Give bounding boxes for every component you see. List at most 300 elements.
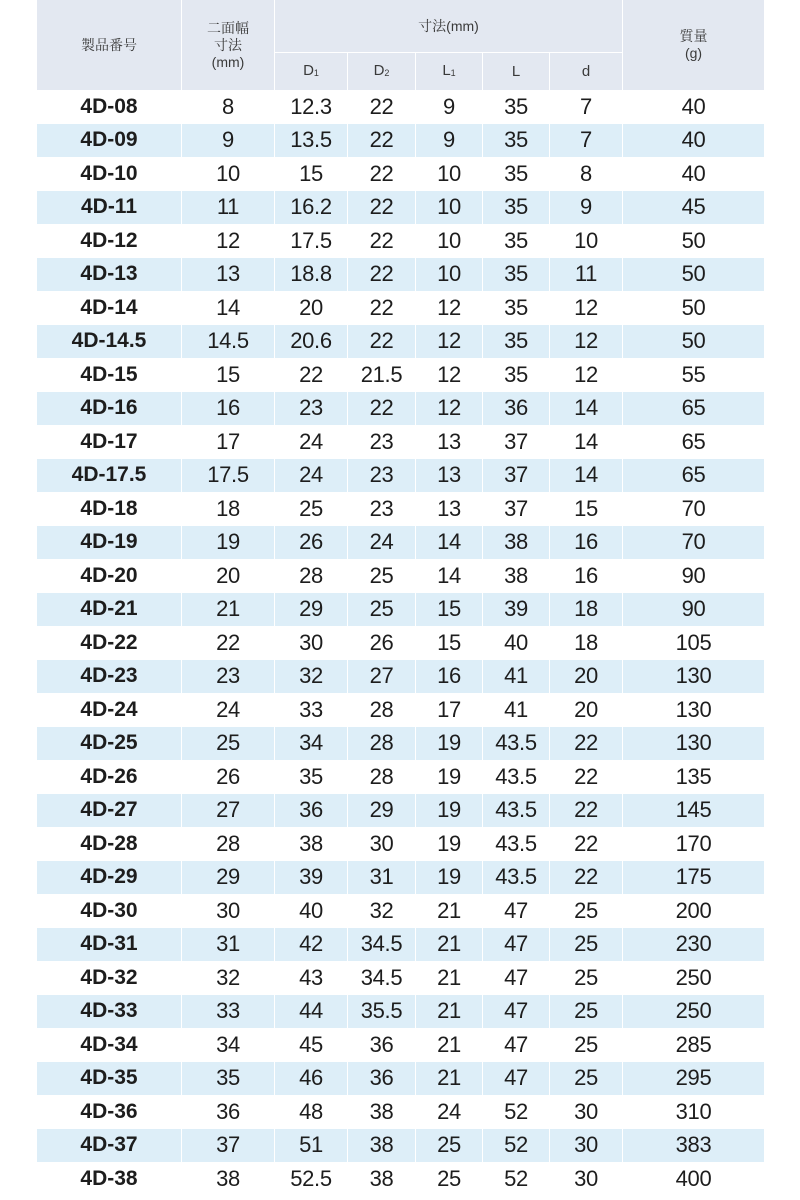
cell-product-code: 4D-32 — [37, 961, 182, 995]
header-dimensions: 寸法(mm) — [275, 0, 623, 53]
cell-width-across: 27 — [182, 794, 275, 828]
cell-mass: 50 — [623, 224, 765, 258]
cell-product-code: 4D-14.5 — [37, 325, 182, 359]
cell-l1: 12 — [416, 392, 483, 426]
cell-d: 25 — [550, 928, 623, 962]
cell-product-code: 4D-11 — [37, 191, 182, 225]
cell-product-code: 4D-13 — [37, 258, 182, 292]
cell-d1: 40 — [275, 894, 348, 928]
cell-d: 9 — [550, 191, 623, 225]
cell-width-across: 21 — [182, 593, 275, 627]
cell-l1: 25 — [416, 1162, 483, 1196]
cell-d1: 48 — [275, 1095, 348, 1129]
table-row — [37, 1129, 765, 1163]
cell-d2: 36 — [348, 1062, 416, 1096]
cell-l: 43.5 — [483, 827, 550, 861]
cell-d2: 22 — [348, 90, 416, 124]
cell-product-code: 4D-25 — [37, 727, 182, 761]
spec-table — [36, 0, 765, 1196]
cell-d1: 51 — [275, 1129, 348, 1163]
cell-d2: 28 — [348, 760, 416, 794]
cell-l: 35 — [483, 90, 550, 124]
cell-l1: 12 — [416, 325, 483, 359]
header-width-across: 二面幅 寸法 (mm) — [182, 0, 275, 90]
table-row — [37, 693, 765, 727]
cell-width-across: 17 — [182, 425, 275, 459]
cell-d: 15 — [550, 492, 623, 526]
cell-l1: 19 — [416, 794, 483, 828]
cell-mass: 105 — [623, 626, 765, 660]
cell-d1: 46 — [275, 1062, 348, 1096]
table-row — [37, 526, 765, 560]
cell-l: 47 — [483, 894, 550, 928]
cell-d2: 22 — [348, 291, 416, 325]
cell-product-code: 4D-30 — [37, 894, 182, 928]
cell-l: 43.5 — [483, 861, 550, 895]
cell-d: 25 — [550, 1062, 623, 1096]
cell-width-across: 26 — [182, 760, 275, 794]
cell-l1: 21 — [416, 1062, 483, 1096]
cell-d: 30 — [550, 1095, 623, 1129]
cell-d2: 36 — [348, 1028, 416, 1062]
cell-d2: 29 — [348, 794, 416, 828]
cell-mass: 70 — [623, 492, 765, 526]
cell-mass: 130 — [623, 727, 765, 761]
cell-d: 16 — [550, 559, 623, 593]
cell-l1: 9 — [416, 124, 483, 158]
cell-product-code: 4D-16 — [37, 392, 182, 426]
cell-d: 22 — [550, 794, 623, 828]
cell-l: 41 — [483, 660, 550, 694]
cell-d: 22 — [550, 760, 623, 794]
cell-d1: 43 — [275, 961, 348, 995]
cell-l: 37 — [483, 425, 550, 459]
cell-product-code: 4D-34 — [37, 1028, 182, 1062]
cell-width-across: 38 — [182, 1162, 275, 1196]
cell-d1: 32 — [275, 660, 348, 694]
table-row — [37, 1095, 765, 1129]
cell-mass: 230 — [623, 928, 765, 962]
cell-d2: 22 — [348, 157, 416, 191]
table-row — [37, 124, 765, 158]
cell-d: 10 — [550, 224, 623, 258]
cell-d: 7 — [550, 90, 623, 124]
cell-d2: 26 — [348, 626, 416, 660]
cell-product-code: 4D-29 — [37, 861, 182, 895]
cell-d2: 22 — [348, 191, 416, 225]
cell-product-code: 4D-33 — [37, 995, 182, 1029]
table-row — [37, 425, 765, 459]
cell-l1: 13 — [416, 459, 483, 493]
cell-product-code: 4D-08 — [37, 90, 182, 124]
cell-l: 35 — [483, 224, 550, 258]
cell-l1: 10 — [416, 224, 483, 258]
cell-l: 43.5 — [483, 794, 550, 828]
cell-d2: 28 — [348, 693, 416, 727]
cell-width-across: 10 — [182, 157, 275, 191]
cell-l1: 10 — [416, 191, 483, 225]
cell-d1: 16.2 — [275, 191, 348, 225]
cell-mass: 40 — [623, 124, 765, 158]
header-mass: 質量 (g) — [623, 0, 765, 90]
cell-mass: 40 — [623, 157, 765, 191]
cell-product-code: 4D-19 — [37, 526, 182, 560]
cell-l1: 15 — [416, 626, 483, 660]
cell-d1: 25 — [275, 492, 348, 526]
cell-mass: 310 — [623, 1095, 765, 1129]
cell-l: 35 — [483, 124, 550, 158]
cell-product-code: 4D-26 — [37, 760, 182, 794]
table-row — [37, 459, 765, 493]
cell-mass: 50 — [623, 258, 765, 292]
cell-d2: 35.5 — [348, 995, 416, 1029]
cell-product-code: 4D-24 — [37, 693, 182, 727]
cell-l: 37 — [483, 459, 550, 493]
cell-l: 52 — [483, 1095, 550, 1129]
header-l: L — [483, 53, 550, 91]
cell-product-code: 4D-31 — [37, 928, 182, 962]
cell-width-across: 22 — [182, 626, 275, 660]
cell-l: 38 — [483, 559, 550, 593]
cell-l: 38 — [483, 526, 550, 560]
table-row — [37, 861, 765, 895]
cell-l1: 21 — [416, 961, 483, 995]
cell-d: 22 — [550, 727, 623, 761]
cell-product-code: 4D-21 — [37, 593, 182, 627]
cell-d: 25 — [550, 894, 623, 928]
cell-d1: 29 — [275, 593, 348, 627]
cell-d1: 20.6 — [275, 325, 348, 359]
cell-d: 30 — [550, 1129, 623, 1163]
cell-d: 25 — [550, 1028, 623, 1062]
cell-width-across: 18 — [182, 492, 275, 526]
cell-d2: 22 — [348, 325, 416, 359]
cell-mass: 90 — [623, 559, 765, 593]
cell-d1: 33 — [275, 693, 348, 727]
cell-d1: 23 — [275, 392, 348, 426]
cell-d1: 35 — [275, 760, 348, 794]
cell-l: 35 — [483, 291, 550, 325]
cell-mass: 90 — [623, 593, 765, 627]
cell-mass: 65 — [623, 425, 765, 459]
cell-mass: 295 — [623, 1062, 765, 1096]
cell-d: 22 — [550, 861, 623, 895]
cell-l1: 12 — [416, 358, 483, 392]
cell-d2: 25 — [348, 593, 416, 627]
cell-d1: 39 — [275, 861, 348, 895]
cell-d: 30 — [550, 1162, 623, 1196]
table-row — [37, 1162, 765, 1196]
table-row — [37, 727, 765, 761]
cell-d: 7 — [550, 124, 623, 158]
cell-mass: 45 — [623, 191, 765, 225]
cell-l1: 15 — [416, 593, 483, 627]
cell-width-across: 13 — [182, 258, 275, 292]
header-d: d — [550, 53, 623, 91]
table-row — [37, 191, 765, 225]
cell-d: 18 — [550, 626, 623, 660]
cell-l1: 13 — [416, 425, 483, 459]
cell-width-across: 31 — [182, 928, 275, 962]
cell-width-across: 37 — [182, 1129, 275, 1163]
cell-mass: 130 — [623, 660, 765, 694]
cell-d2: 24 — [348, 526, 416, 560]
cell-mass: 40 — [623, 90, 765, 124]
table-row — [37, 794, 765, 828]
cell-width-across: 17.5 — [182, 459, 275, 493]
cell-l1: 19 — [416, 727, 483, 761]
cell-d: 12 — [550, 291, 623, 325]
table-row — [37, 559, 765, 593]
cell-d2: 31 — [348, 861, 416, 895]
cell-product-code: 4D-14 — [37, 291, 182, 325]
header-d1: $D_1$ — [275, 53, 348, 91]
cell-d1: 38 — [275, 827, 348, 861]
cell-d: 14 — [550, 392, 623, 426]
header-d2: $D_2$ — [348, 53, 416, 91]
cell-l1: 14 — [416, 526, 483, 560]
cell-mass: 145 — [623, 794, 765, 828]
cell-l: 36 — [483, 392, 550, 426]
cell-mass: 285 — [623, 1028, 765, 1062]
cell-d: 14 — [550, 425, 623, 459]
table-row — [37, 961, 765, 995]
cell-product-code: 4D-17.5 — [37, 459, 182, 493]
cell-width-across: 29 — [182, 861, 275, 895]
cell-l1: 10 — [416, 258, 483, 292]
cell-d1: 12.3 — [275, 90, 348, 124]
cell-width-across: 35 — [182, 1062, 275, 1096]
cell-d2: 38 — [348, 1129, 416, 1163]
cell-l1: 9 — [416, 90, 483, 124]
cell-width-across: 34 — [182, 1028, 275, 1062]
cell-d2: 22 — [348, 224, 416, 258]
cell-l1: 21 — [416, 928, 483, 962]
cell-d2: 32 — [348, 894, 416, 928]
cell-l: 47 — [483, 961, 550, 995]
cell-product-code: 4D-36 — [37, 1095, 182, 1129]
cell-d1: 34 — [275, 727, 348, 761]
table-row — [37, 224, 765, 258]
cell-l: 35 — [483, 157, 550, 191]
cell-width-across: 8 — [182, 90, 275, 124]
cell-width-across: 19 — [182, 526, 275, 560]
cell-mass: 65 — [623, 392, 765, 426]
cell-d1: 44 — [275, 995, 348, 1029]
table-row — [37, 358, 765, 392]
cell-l1: 19 — [416, 827, 483, 861]
cell-l1: 13 — [416, 492, 483, 526]
cell-width-across: 25 — [182, 727, 275, 761]
cell-d: 20 — [550, 660, 623, 694]
cell-d1: 22 — [275, 358, 348, 392]
table-row — [37, 995, 765, 1029]
cell-mass: 250 — [623, 961, 765, 995]
table-row — [37, 291, 765, 325]
cell-mass: 55 — [623, 358, 765, 392]
cell-l: 43.5 — [483, 727, 550, 761]
cell-width-across: 30 — [182, 894, 275, 928]
cell-l1: 19 — [416, 760, 483, 794]
cell-d1: 36 — [275, 794, 348, 828]
cell-product-code: 4D-35 — [37, 1062, 182, 1096]
cell-l1: 21 — [416, 995, 483, 1029]
table-row — [37, 894, 765, 928]
cell-l1: 16 — [416, 660, 483, 694]
cell-product-code: 4D-10 — [37, 157, 182, 191]
header-l1: $L_1$ — [416, 53, 483, 91]
cell-l1: 10 — [416, 157, 483, 191]
cell-l1: 19 — [416, 861, 483, 895]
cell-d2: 27 — [348, 660, 416, 694]
cell-d2: 23 — [348, 459, 416, 493]
cell-d1: 24 — [275, 459, 348, 493]
table-body — [37, 90, 765, 1196]
cell-l: 35 — [483, 358, 550, 392]
cell-d2: 25 — [348, 559, 416, 593]
cell-d1: 20 — [275, 291, 348, 325]
cell-l1: 17 — [416, 693, 483, 727]
header-product-no: 製品番号 — [37, 0, 182, 90]
table-row — [37, 157, 765, 191]
cell-l: 47 — [483, 1028, 550, 1062]
cell-d: 18 — [550, 593, 623, 627]
cell-product-code: 4D-38 — [37, 1162, 182, 1196]
cell-product-code: 4D-20 — [37, 559, 182, 593]
cell-product-code: 4D-27 — [37, 794, 182, 828]
cell-d: 25 — [550, 961, 623, 995]
cell-mass: 70 — [623, 526, 765, 560]
cell-d2: 38 — [348, 1095, 416, 1129]
cell-mass: 250 — [623, 995, 765, 1029]
cell-product-code: 4D-23 — [37, 660, 182, 694]
cell-mass: 200 — [623, 894, 765, 928]
cell-d2: 34.5 — [348, 961, 416, 995]
table-row — [37, 90, 765, 124]
cell-d2: 34.5 — [348, 928, 416, 962]
cell-d2: 23 — [348, 492, 416, 526]
cell-d1: 24 — [275, 425, 348, 459]
table-row — [37, 626, 765, 660]
cell-width-across: 36 — [182, 1095, 275, 1129]
cell-product-code: 4D-12 — [37, 224, 182, 258]
cell-d1: 15 — [275, 157, 348, 191]
cell-d: 20 — [550, 693, 623, 727]
cell-product-code: 4D-18 — [37, 492, 182, 526]
cell-mass: 383 — [623, 1129, 765, 1163]
cell-d1: 45 — [275, 1028, 348, 1062]
cell-d: 12 — [550, 325, 623, 359]
cell-d2: 22 — [348, 124, 416, 158]
cell-l: 37 — [483, 492, 550, 526]
cell-l: 47 — [483, 928, 550, 962]
table-row — [37, 760, 765, 794]
cell-d: 22 — [550, 827, 623, 861]
table-row — [37, 258, 765, 292]
cell-d2: 21.5 — [348, 358, 416, 392]
cell-l: 41 — [483, 693, 550, 727]
cell-mass: 170 — [623, 827, 765, 861]
cell-product-code: 4D-17 — [37, 425, 182, 459]
cell-d1: 52.5 — [275, 1162, 348, 1196]
cell-d1: 42 — [275, 928, 348, 962]
cell-mass: 50 — [623, 325, 765, 359]
cell-width-across: 16 — [182, 392, 275, 426]
table-row — [37, 492, 765, 526]
cell-mass: 135 — [623, 760, 765, 794]
table-row — [37, 827, 765, 861]
cell-width-across: 14 — [182, 291, 275, 325]
table-row — [37, 928, 765, 962]
cell-width-across: 11 — [182, 191, 275, 225]
cell-product-code: 4D-22 — [37, 626, 182, 660]
cell-d1: 13.5 — [275, 124, 348, 158]
cell-width-across: 9 — [182, 124, 275, 158]
cell-width-across: 33 — [182, 995, 275, 1029]
cell-l1: 12 — [416, 291, 483, 325]
cell-width-across: 14.5 — [182, 325, 275, 359]
cell-l1: 21 — [416, 894, 483, 928]
cell-width-across: 20 — [182, 559, 275, 593]
cell-d2: 22 — [348, 258, 416, 292]
cell-mass: 50 — [623, 291, 765, 325]
cell-product-code: 4D-37 — [37, 1129, 182, 1163]
cell-l1: 14 — [416, 559, 483, 593]
cell-d2: 30 — [348, 827, 416, 861]
cell-d2: 23 — [348, 425, 416, 459]
cell-d1: 26 — [275, 526, 348, 560]
cell-l: 35 — [483, 258, 550, 292]
cell-d: 11 — [550, 258, 623, 292]
table-row — [37, 1062, 765, 1096]
cell-width-across: 23 — [182, 660, 275, 694]
cell-l: 35 — [483, 325, 550, 359]
cell-d: 25 — [550, 995, 623, 1029]
table-row — [37, 593, 765, 627]
table-row — [37, 392, 765, 426]
cell-mass: 400 — [623, 1162, 765, 1196]
cell-d: 14 — [550, 459, 623, 493]
cell-width-across: 28 — [182, 827, 275, 861]
cell-l: 39 — [483, 593, 550, 627]
table-header — [37, 0, 765, 90]
cell-l: 40 — [483, 626, 550, 660]
cell-width-across: 12 — [182, 224, 275, 258]
cell-width-across: 24 — [182, 693, 275, 727]
cell-d2: 28 — [348, 727, 416, 761]
cell-d: 16 — [550, 526, 623, 560]
cell-mass: 130 — [623, 693, 765, 727]
cell-d1: 17.5 — [275, 224, 348, 258]
cell-l: 47 — [483, 1062, 550, 1096]
cell-d1: 30 — [275, 626, 348, 660]
table-row — [37, 660, 765, 694]
cell-mass: 65 — [623, 459, 765, 493]
cell-d: 8 — [550, 157, 623, 191]
table-row — [37, 325, 765, 359]
cell-width-across: 32 — [182, 961, 275, 995]
cell-l: 35 — [483, 191, 550, 225]
cell-l: 43.5 — [483, 760, 550, 794]
cell-product-code: 4D-15 — [37, 358, 182, 392]
cell-d1: 28 — [275, 559, 348, 593]
cell-width-across: 15 — [182, 358, 275, 392]
cell-l: 52 — [483, 1129, 550, 1163]
cell-d2: 38 — [348, 1162, 416, 1196]
cell-product-code: 4D-28 — [37, 827, 182, 861]
cell-l: 52 — [483, 1162, 550, 1196]
cell-l1: 24 — [416, 1095, 483, 1129]
